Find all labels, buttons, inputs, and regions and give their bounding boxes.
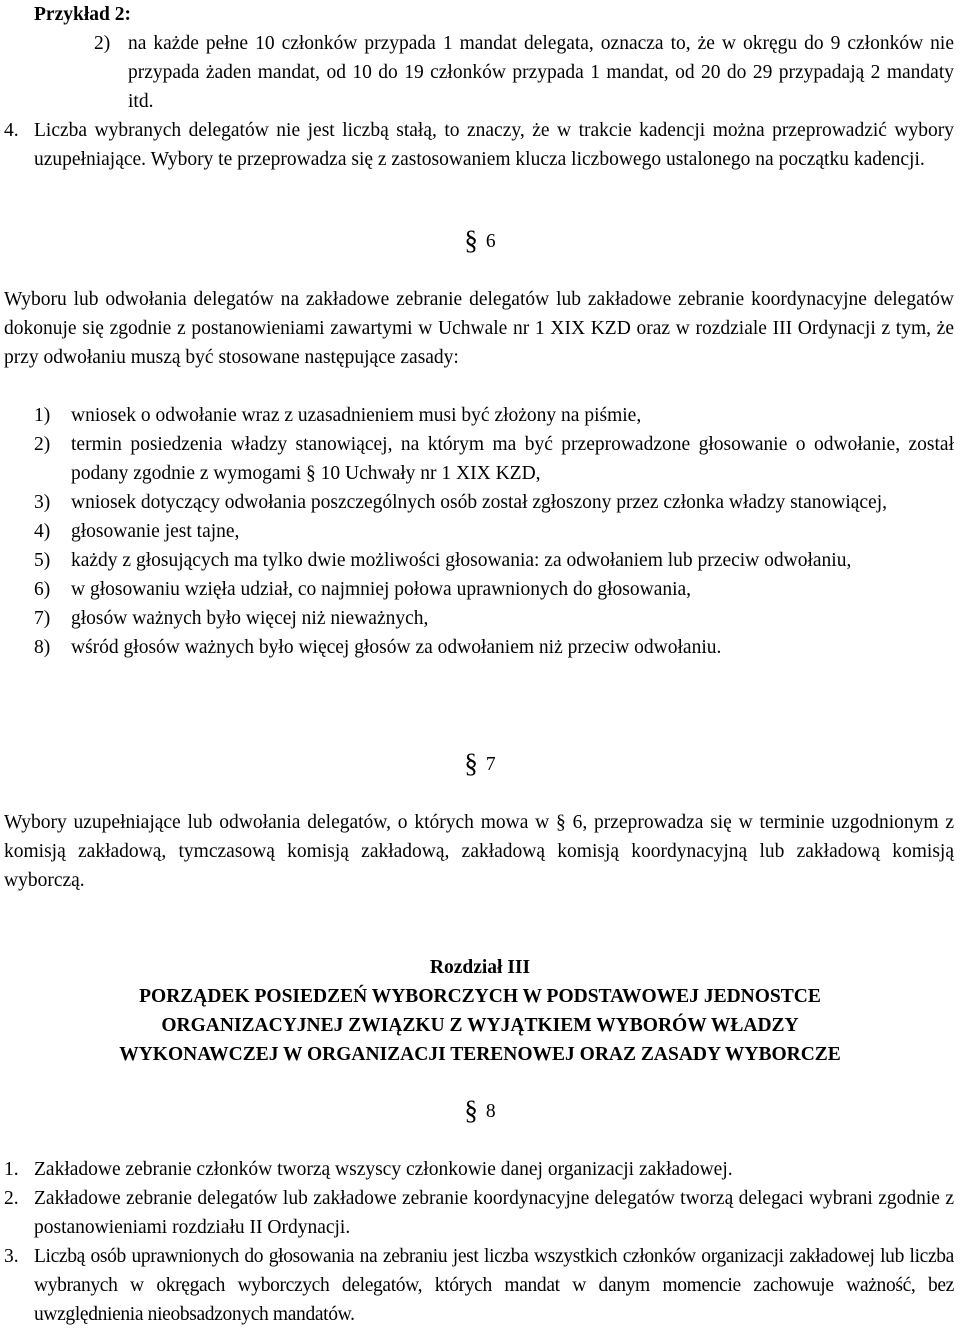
example-item-4-text: Liczba wybranych delegatów nie jest liczbą stałą, to znaczy, że w trakcie kadencji można przeprowadzić wybory uzupełniające. Wybory te przeprowadza się z zastosowaniem klucza liczbowego ustalonego na początku kadencji. xyxy=(34,120,954,170)
list-item: 1. Zakładowe zebranie członków tworzą wszyscy członkowie danej organizacji zakładowej. xyxy=(4,1159,733,1180)
list-item: 3) wniosek dotyczący odwołania poszczególnych osób został zgłoszony przez członka władzy stanowiącej, xyxy=(34,492,888,513)
example-item-4 xyxy=(4,116,954,174)
chapter-label: Rozdział III xyxy=(429,957,531,978)
list-item: 1) wniosek o odwołanie wraz z uzasadnieniem musi być złożony na piśmie, xyxy=(34,405,642,426)
example-title: Przykład 2: xyxy=(34,4,131,25)
section-6-heading xyxy=(0,226,960,256)
list-item: 3. Liczbą osób uprawnionych do głosowania na zebraniu jest liczba wszystkich członków organizacji zakładowej lub liczba wybranych w okręgach wyborczych delegatów, których mandat w danym momencie zachowuje ważność, bez uwzględnienia nieobsadzonych mandatów. xyxy=(4,1246,954,1325)
list-item: 4) głosowanie jest tajne, xyxy=(34,521,240,542)
section-7-text: Wybory uzupełniające lub odwołania delegatów, o których mowa w § 6, przeprowadza się w terminie uzgodnionym z komisją zakładową, tymczasową komisją zakładową, zakładową komisją koordynacyjną lub zakładową komisją wyborczą. xyxy=(4,812,954,891)
section-6-intro: Wyboru lub odwołania delegatów na zakładowe zebranie delegatów lub zakładowe zebranie koordynacyjne delegatów dokonuje się zgodnie z postanowieniami zawartymi w Uchwale nr 1 XIX KZD oraz w rozdziale III Ordynacji z tym, że przy odwołaniu muszą być stosowane następujące zasady: xyxy=(4,289,954,368)
list-item: 7) głosów ważnych było więcej niż nieważnych, xyxy=(34,608,429,629)
section-8-number: 8 xyxy=(485,1101,496,1122)
list-item: 8) wśród głosów ważnych było więcej głosów za odwołaniem niż przeciw odwołaniu. xyxy=(34,637,722,658)
chapter-title-line-3: WYKONAWCZEJ W ORGANIZACJI TERENOWEJ ORAZ ZASADY WYBORCZE xyxy=(119,1044,841,1065)
section-6-number: 6 xyxy=(485,231,496,252)
list-item: 5) każdy z głosujących ma tylko dwie możliwości głosowania: za odwołaniem lub przeciw odwołaniu, xyxy=(34,550,852,571)
example-item-2 xyxy=(94,29,954,116)
chapter-title-line-1: PORZĄDEK POSIEDZEŃ WYBORCZYCH W PODSTAWOWEJ JEDNOSTCE xyxy=(139,986,821,1007)
section-7-heading xyxy=(0,749,960,779)
section-6-symbol: § xyxy=(464,225,478,255)
list-item: 2) termin posiedzenia władzy stanowiącej, na którym ma być przeprowadzone głosowanie o odwołanie, został podany zgodnie z wymogami § 10 Uchwały nr 1 XIX KZD, xyxy=(34,434,954,484)
list-item: 6) w głosowaniu wzięła udział, co najmniej połowa uprawnionych do głosowania, xyxy=(34,579,692,600)
section-8-symbol: § xyxy=(464,1095,478,1125)
section-7-symbol: § xyxy=(464,748,478,778)
chapter-title-line-2: ORGANIZACYJNEJ ZWIĄZKU Z WYJĄTKIEM WYBORÓW WŁADZY xyxy=(161,1015,799,1036)
example-item-2-number: 2) xyxy=(94,33,111,54)
list-item: 2. Zakładowe zebranie delegatów lub zakładowe zebranie koordynacyjne delegatów tworzą delegaci wybrani zgodnie z postanowieniami rozdziału II Ordynacji. xyxy=(4,1188,954,1238)
section-8-heading xyxy=(0,1096,960,1126)
example-item-2-text: na każde pełne 10 członków przypada 1 mandat delegata, oznacza to, że w okręgu do 9 członków nie przypada żaden mandat, od 10 do 19 członków przypada 1 mandat, od 20 do 29 przypadają 2 mandaty itd. xyxy=(128,33,954,112)
section-6-list xyxy=(34,401,954,662)
section-7-number: 7 xyxy=(485,754,496,775)
section-8-list xyxy=(4,1155,954,1329)
example-item-4-number: 4. xyxy=(4,120,19,141)
